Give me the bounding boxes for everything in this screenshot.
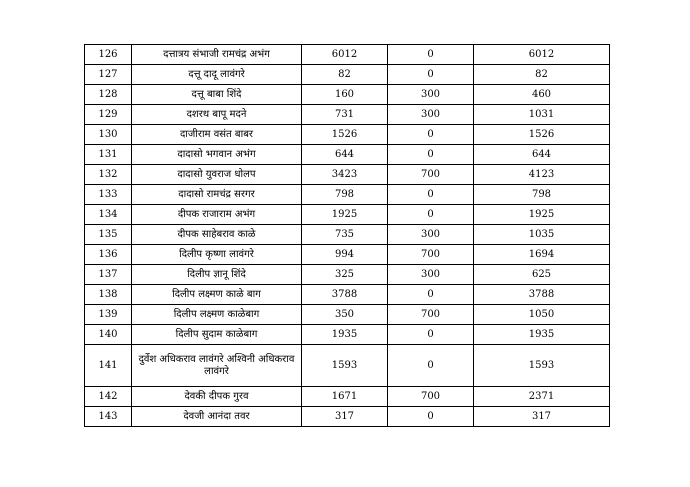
amount-b-cell: 0 bbox=[388, 407, 474, 427]
total-cell: 3788 bbox=[474, 285, 610, 305]
total-cell: 1694 bbox=[474, 245, 610, 265]
name-cell: दाजीराम वसंत बाबर bbox=[132, 125, 302, 145]
table-row bbox=[85, 65, 610, 85]
amount-a-cell: 1925 bbox=[302, 205, 388, 225]
serial-cell: 136 bbox=[85, 245, 132, 265]
total-cell: 1593 bbox=[474, 345, 610, 387]
amount-b-cell: 0 bbox=[388, 125, 474, 145]
serial-cell: 139 bbox=[85, 305, 132, 325]
amount-a-cell: 731 bbox=[302, 105, 388, 125]
serial-cell: 128 bbox=[85, 85, 132, 105]
serial-cell: 143 bbox=[85, 407, 132, 427]
serial-cell: 133 bbox=[85, 185, 132, 205]
table-row bbox=[85, 85, 610, 105]
amount-a-cell: 1526 bbox=[302, 125, 388, 145]
name-cell: दिलीप कृष्णा लावंगरे bbox=[132, 245, 302, 265]
amount-a-cell: 735 bbox=[302, 225, 388, 245]
name-cell: देवजी आनंदा तवर bbox=[132, 407, 302, 427]
serial-cell: 129 bbox=[85, 105, 132, 125]
amount-a-cell: 1935 bbox=[302, 325, 388, 345]
amount-a-cell: 644 bbox=[302, 145, 388, 165]
serial-cell: 132 bbox=[85, 165, 132, 185]
amount-b-cell: 0 bbox=[388, 65, 474, 85]
table-row bbox=[85, 145, 610, 165]
table-row bbox=[85, 265, 610, 285]
total-cell: 1935 bbox=[474, 325, 610, 345]
serial-cell: 134 bbox=[85, 205, 132, 225]
name-cell: दत्तू बाबा शिंदे bbox=[132, 85, 302, 105]
serial-cell: 137 bbox=[85, 265, 132, 285]
total-cell: 82 bbox=[474, 65, 610, 85]
serial-cell: 141 bbox=[85, 345, 132, 387]
serial-cell: 140 bbox=[85, 325, 132, 345]
amount-b-cell: 0 bbox=[388, 145, 474, 165]
total-cell: 6012 bbox=[474, 45, 610, 65]
name-cell: देवकी दीपक गुरव bbox=[132, 387, 302, 407]
name-cell: दादासो रामचंद्र सरगर bbox=[132, 185, 302, 205]
name-cell: दुर्वेश अधिकराव लावंगरे अश्विनी अधिकराव लावंगरे bbox=[132, 345, 302, 387]
amount-a-cell: 6012 bbox=[302, 45, 388, 65]
table-row bbox=[85, 165, 610, 185]
amount-a-cell: 350 bbox=[302, 305, 388, 325]
table-row bbox=[85, 125, 610, 145]
name-cell: दिलीप ज्ञानू शिंदे bbox=[132, 265, 302, 285]
name-cell: दत्तात्रय संभाजी रामचंद्र अभंग bbox=[132, 45, 302, 65]
amount-b-cell: 300 bbox=[388, 225, 474, 245]
amount-a-cell: 798 bbox=[302, 185, 388, 205]
name-cell: दादासो युवराज धोलप bbox=[132, 165, 302, 185]
total-cell: 1035 bbox=[474, 225, 610, 245]
name-cell: दिलीप सुदाम काळेबाग bbox=[132, 325, 302, 345]
table-row bbox=[85, 205, 610, 225]
table-row bbox=[85, 45, 610, 65]
name-cell: दादासो भगवान अभंग bbox=[132, 145, 302, 165]
total-cell: 317 bbox=[474, 407, 610, 427]
total-cell: 625 bbox=[474, 265, 610, 285]
table-row bbox=[85, 225, 610, 245]
serial-cell: 142 bbox=[85, 387, 132, 407]
total-cell: 1526 bbox=[474, 125, 610, 145]
total-cell: 644 bbox=[474, 145, 610, 165]
table-row bbox=[85, 345, 610, 387]
amount-b-cell: 0 bbox=[388, 45, 474, 65]
amount-a-cell: 3788 bbox=[302, 285, 388, 305]
name-cell: दिलीप लक्ष्मण काळे बाग bbox=[132, 285, 302, 305]
amount-b-cell: 0 bbox=[388, 185, 474, 205]
table-row bbox=[85, 407, 610, 427]
amount-b-cell: 300 bbox=[388, 85, 474, 105]
amount-b-cell: 300 bbox=[388, 105, 474, 125]
table-row bbox=[85, 285, 610, 305]
amount-a-cell: 3423 bbox=[302, 165, 388, 185]
amount-b-cell: 700 bbox=[388, 165, 474, 185]
serial-cell: 127 bbox=[85, 65, 132, 85]
amount-a-cell: 160 bbox=[302, 85, 388, 105]
serial-cell: 135 bbox=[85, 225, 132, 245]
amount-b-cell: 0 bbox=[388, 325, 474, 345]
name-cell: दीपक साहेबराव काळे bbox=[132, 225, 302, 245]
name-cell: दत्तू दादू लावंगरे bbox=[132, 65, 302, 85]
serial-cell: 131 bbox=[85, 145, 132, 165]
total-cell: 2371 bbox=[474, 387, 610, 407]
amount-b-cell: 300 bbox=[388, 265, 474, 285]
total-cell: 1031 bbox=[474, 105, 610, 125]
amount-b-cell: 0 bbox=[388, 205, 474, 225]
amount-a-cell: 1593 bbox=[302, 345, 388, 387]
serial-cell: 126 bbox=[85, 45, 132, 65]
serial-cell: 138 bbox=[85, 285, 132, 305]
ledger-body bbox=[85, 45, 610, 427]
amount-a-cell: 1671 bbox=[302, 387, 388, 407]
name-cell: दशरथ बापू मदने bbox=[132, 105, 302, 125]
amount-b-cell: 700 bbox=[388, 387, 474, 407]
name-cell: दीपक राजाराम अभंग bbox=[132, 205, 302, 225]
amount-b-cell: 0 bbox=[388, 285, 474, 305]
amount-a-cell: 317 bbox=[302, 407, 388, 427]
total-cell: 1050 bbox=[474, 305, 610, 325]
total-cell: 798 bbox=[474, 185, 610, 205]
table-row bbox=[85, 325, 610, 345]
amount-b-cell: 0 bbox=[388, 345, 474, 387]
amount-a-cell: 994 bbox=[302, 245, 388, 265]
table-row bbox=[85, 305, 610, 325]
table-row bbox=[85, 105, 610, 125]
amount-a-cell: 325 bbox=[302, 265, 388, 285]
serial-cell: 130 bbox=[85, 125, 132, 145]
table-row bbox=[85, 185, 610, 205]
amount-b-cell: 700 bbox=[388, 245, 474, 265]
total-cell: 460 bbox=[474, 85, 610, 105]
name-cell: दिलीप लक्ष्मण काळेबाग bbox=[132, 305, 302, 325]
ledger-table bbox=[84, 44, 610, 427]
total-cell: 4123 bbox=[474, 165, 610, 185]
amount-a-cell: 82 bbox=[302, 65, 388, 85]
amount-b-cell: 700 bbox=[388, 305, 474, 325]
total-cell: 1925 bbox=[474, 205, 610, 225]
table-row bbox=[85, 245, 610, 265]
table-row bbox=[85, 387, 610, 407]
